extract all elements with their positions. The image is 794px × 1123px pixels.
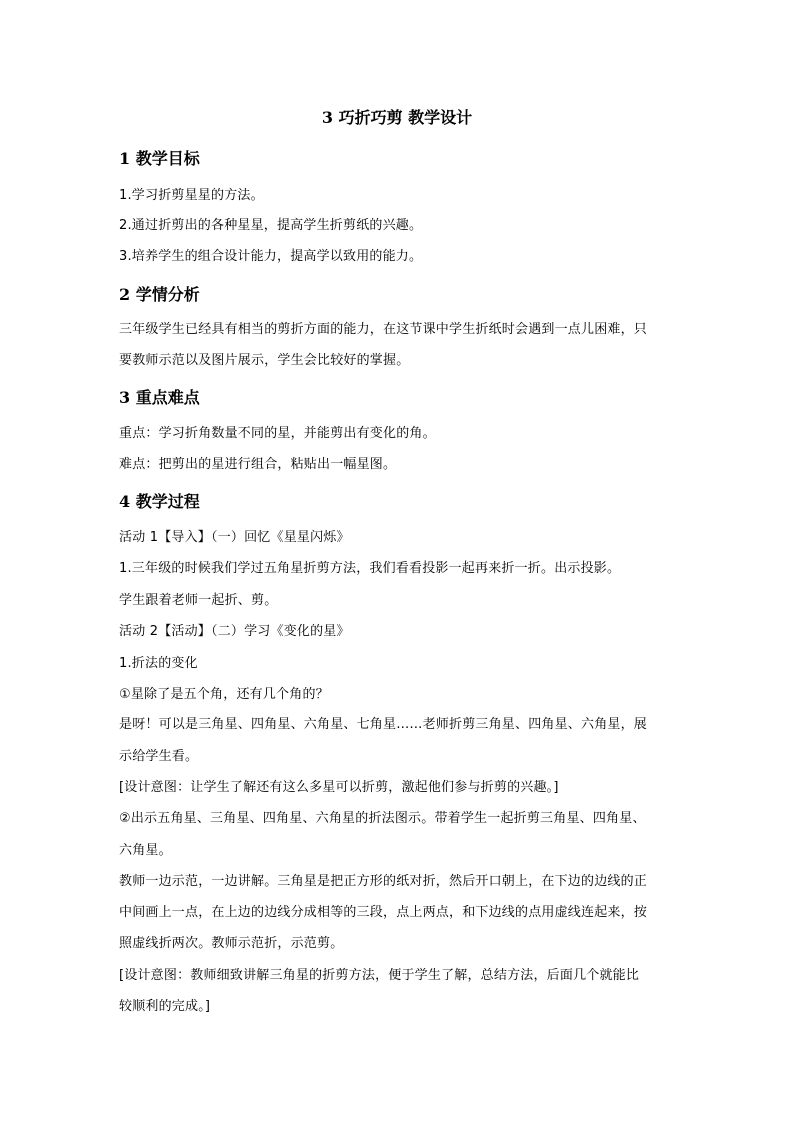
- paragraph-line: 2.通过折剪出的各种星星，提高学生折剪纸的兴趣。: [119, 218, 423, 233]
- paragraph-line: 学生跟着老师一起折、剪。: [119, 593, 278, 608]
- paragraph-line: 教师一边示范，一边讲解。三角星是把正方形的纸对折，然后开口朝上，在下边的边线的正: [119, 874, 648, 889]
- paragraph-line: 是呀！可以是三角星、四角星、六角星、七角星……老师折剪三角星、四角星、六角星，展: [119, 717, 648, 732]
- paragraph-line: 三年级学生已经具有相当的剪折方面的能力，在这节课中学生折纸时会遇到一点儿困难，只: [119, 322, 648, 337]
- section-heading-process: 4 教学过程: [119, 492, 200, 511]
- paragraph-line: 照虚线折两次。教师示范折，示范剪。: [119, 936, 344, 951]
- section-heading-key-points: 3 重点难点: [119, 388, 200, 407]
- paragraph-line: 活动 1【导入】（一）回忆《星星闪烁》: [119, 530, 350, 545]
- paragraph-line: 1.学习折剪星星的方法。: [119, 188, 264, 203]
- paragraph-line: 活动 2【活动】（二）学习《变化的星》: [119, 624, 350, 639]
- section-heading-analysis: 2 学情分析: [119, 285, 200, 304]
- paragraph-line: 示给学生看。: [119, 749, 199, 764]
- paragraph-line: 六角星。: [119, 843, 172, 858]
- section-heading-objectives: 1 教学目标: [119, 149, 200, 168]
- paragraph-line: 较顺利的完成。]: [119, 999, 211, 1014]
- paragraph-line: ①星除了是五个角，还有几个角的？: [119, 687, 329, 702]
- paragraph-line: [设计意图：教师细致讲解三角星的折剪方法，便于学生了解，总结方法，后面几个就能比: [119, 968, 640, 983]
- paragraph-line: 重点：学习折角数量不同的星，并能剪出有变化的角。: [119, 426, 436, 441]
- paragraph-line: 要教师示范以及图片展示，学生会比较好的掌握。: [119, 353, 410, 368]
- paragraph-line: 3.培养学生的组合设计能力，提高学以致用的能力。: [119, 249, 423, 264]
- paragraph-line: 难点：把剪出的星进行组合，粘贴出一幅星图。: [119, 457, 397, 472]
- paragraph-line: 中间画上一点，在上边的边线分成相等的三段，点上两点，和下边线的点用虚线连起来，按: [119, 905, 648, 920]
- document-title: 3 巧折巧剪 教学设计: [321, 108, 473, 127]
- paragraph-line: 1.折法的变化: [119, 656, 198, 671]
- paragraph-line: ②出示五角星、三角星、四角星、六角星的折法图示。带着学生一起折剪三角星、四角星、: [119, 811, 646, 826]
- paragraph-line: 1.三年级的时候我们学过五角星折剪方法，我们看看投影一起再来折一折。出示投影。: [119, 561, 621, 576]
- paragraph-line: [设计意图：让学生了解还有这么多星可以折剪，激起他们参与折剪的兴趣。]: [119, 780, 559, 795]
